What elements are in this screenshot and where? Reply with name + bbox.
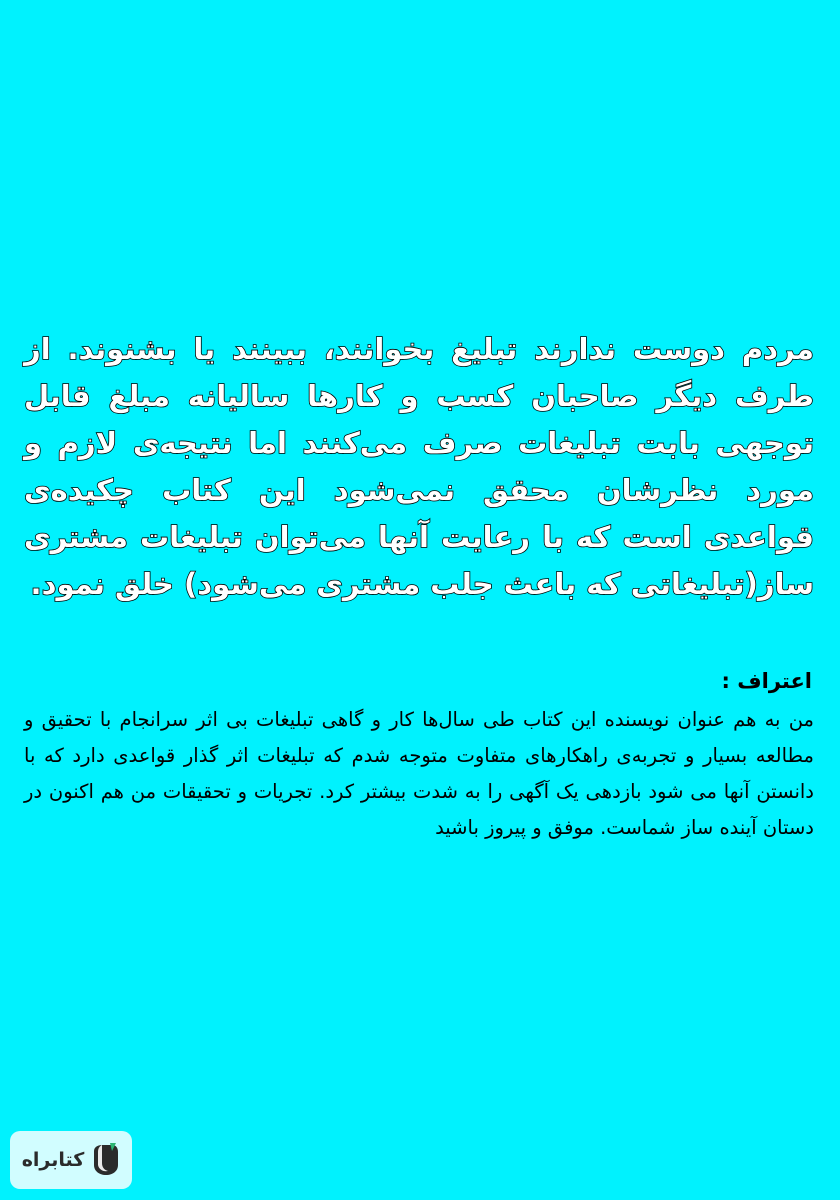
ketabrah-logo	[10, 1131, 132, 1189]
ketabrah-logo-text: کتابراه	[21, 1149, 85, 1171]
confession-paragraph: من به هم عنوان نویسنده این کتاب طی سال‌ها کار و گاهی تبلیغات بی اثر سرانجام با تحقیق و مطالعه بسیار و تجربه‌ی راهکارهای متفاوت متوجه شدم که تبلیغات اثر گذار قواعدی دارد که با دانستن آنها می شود بازدهی یک آگهی را به شدت بیشتر کرد. تجریات و تحقیقات من هم اکنون در دستان آینده ساز شماست. موفق و پیروز باشید	[24, 708, 814, 839]
intro-paragraph: مردم دوست ندارند تبلیغ بخوانند، ببینند یا بشنوند. از طرف دیگر صاحبان کسب و کارها سالیانه مبلغ قابل توجهی بابت تبلیغات صرف می‌کنند اما نتیجه‌ی لازم و مورد نظرشان محقق نمی‌شود این کتاب چکیده‌ی قواعدی است که با رعایت آنها می‌توان تبلیغات مشتری ساز(تبلیغاتی که باعث جلب مشتری می‌شود) خلق نمود.	[24, 332, 814, 601]
confession-heading: اعتراف :	[721, 669, 812, 693]
ketabrah-logo-icon	[90, 1143, 120, 1177]
